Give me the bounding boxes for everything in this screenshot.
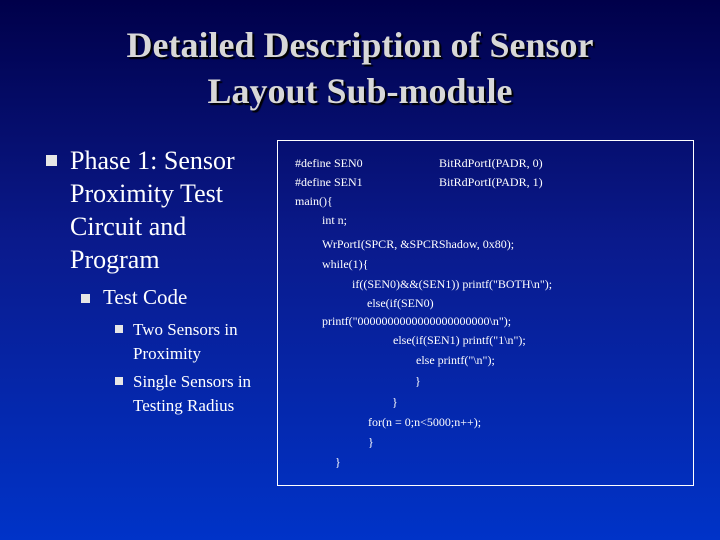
code-define-value: BitRdPortI(PADR, 0) <box>439 156 543 170</box>
code-define-name: #define SEN1 <box>295 175 363 189</box>
code-line: while(1){ <box>322 257 369 271</box>
bullet-square-icon <box>46 155 57 166</box>
code-line: else printf("\n"); <box>416 353 495 367</box>
code-line: printf("0000000000000000000000\n"); <box>322 314 512 328</box>
code-line: else(if(SEN0) <box>367 296 434 310</box>
bullet-square-icon <box>81 294 90 303</box>
code-line: main(){ <box>295 194 333 208</box>
bullet-level3-text: Single Sensors in Testing Radius <box>133 372 252 415</box>
code-define-value: BitRdPortI(PADR, 1) <box>439 175 543 189</box>
code-line: } <box>415 374 421 388</box>
bullet-level1-text: Phase 1: Sensor Proximity Test Circuit and Program <box>70 146 235 274</box>
code-line: } <box>335 455 341 469</box>
code-line: WrPortI(SPCR, &SPCRShadow, 0x80); <box>322 237 515 251</box>
code-line: int n; <box>322 213 348 227</box>
bullet-level3-text: Two Sensors in Proximity <box>133 320 238 363</box>
bullet-square-icon <box>115 325 123 333</box>
code-line: if((SEN0)&&(SEN1)) printf("BOTH\n"); <box>352 277 553 291</box>
bullet-level2-text: Test Code <box>103 285 188 309</box>
slide-title <box>0 22 720 114</box>
code-define-name: #define SEN0 <box>295 156 363 170</box>
slide-title-line-1: Detailed Description of Sensor <box>126 25 594 65</box>
code-line: else(if(SEN1) printf("1\n"); <box>393 333 526 347</box>
code-line: } <box>392 395 398 409</box>
slide-title-line-2: Layout Sub-module <box>207 71 513 111</box>
code-line: for(n = 0;n<5000;n++); <box>368 415 482 429</box>
bullet-square-icon <box>115 377 123 385</box>
code-box <box>277 140 694 486</box>
code-line: } <box>368 435 374 449</box>
